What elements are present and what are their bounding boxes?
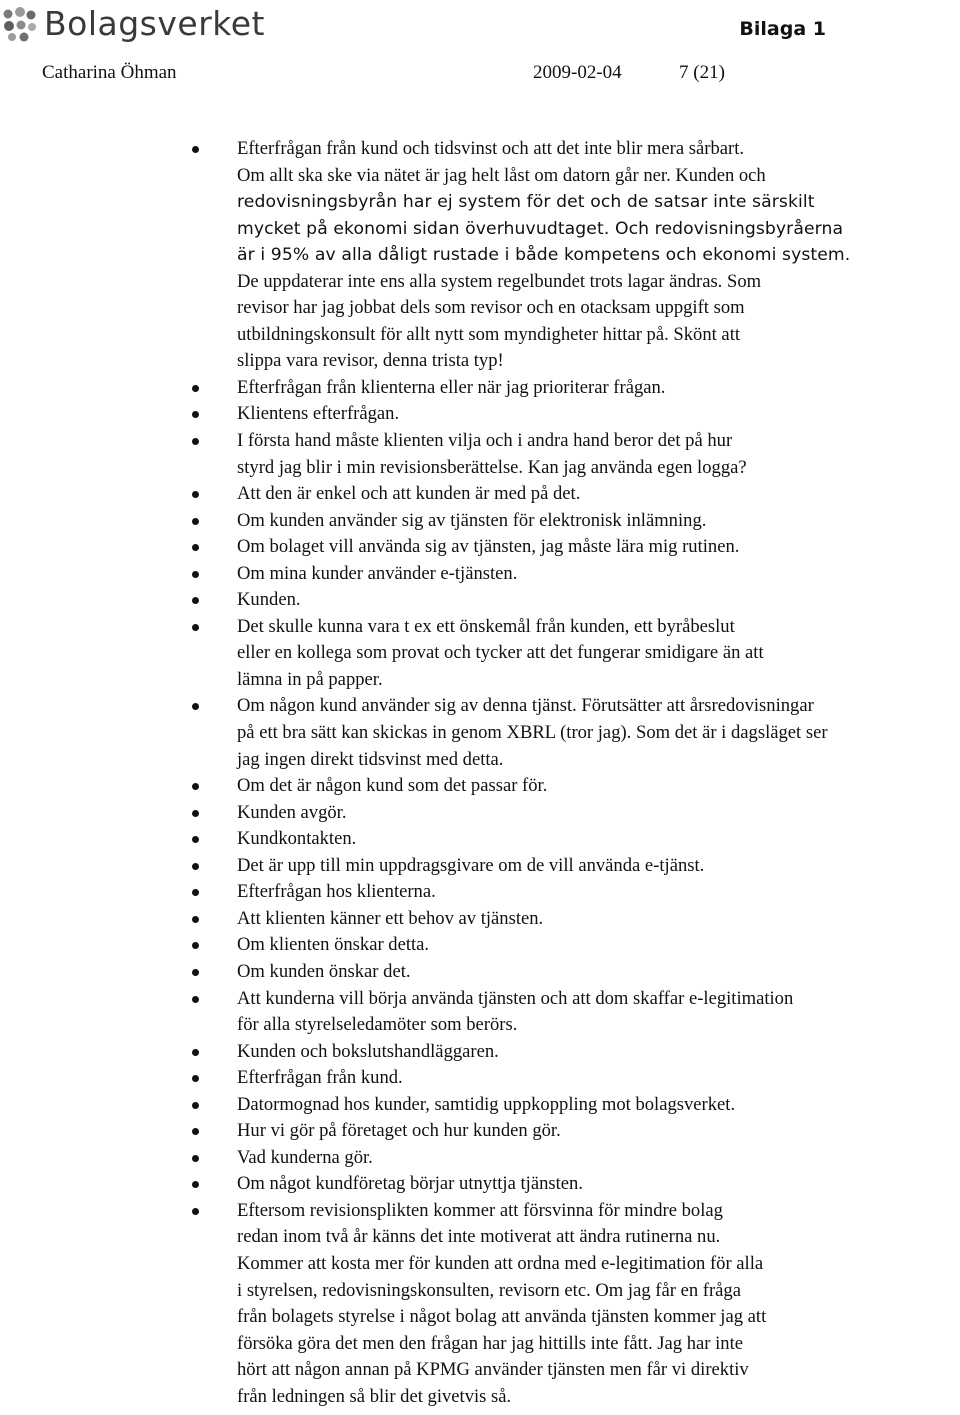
bullet-dot-icon: [192, 916, 199, 923]
bullet-dot-icon: [192, 703, 199, 710]
bullet-dot-icon: [192, 996, 199, 1003]
bullet-text-line: redan inom två år känns det inte motiverat att ändra rutinerna nu.: [237, 1226, 721, 1248]
list-item: [0, 773, 960, 800]
bullet-text-line: Efterfrågan från kund.: [237, 1067, 403, 1089]
bullet-text-line: är i 95% av alla dåligt rustade i både kompetens och ekonomi system.: [237, 245, 851, 266]
bullet-dot-icon: [192, 942, 199, 949]
bullet-dot-icon: [192, 1075, 199, 1082]
bullet-text-line: från bolagets styrelse i något bolag att använda tjänsten kommer jag att: [237, 1306, 767, 1328]
bullet-dot-icon: [192, 597, 199, 604]
bullet-text-line: Om kunden använder sig av tjänsten för elektronisk inlämning.: [237, 509, 707, 531]
list-item: [0, 508, 960, 535]
bullet-text-line: Om klienten önskar detta.: [237, 934, 430, 956]
bullet-text-line: Kunden.: [237, 589, 301, 611]
bullet-text-line: hört att någon annan på KPMG använder tjänsten men får vi direktiv: [237, 1359, 749, 1381]
bullet-text-line: på ett bra sätt kan skickas in genom XBRL (tror jag). Som det är i dagsläget ser: [237, 722, 828, 744]
bullet-dot-icon: [192, 411, 199, 418]
dots-logo-icon: [0, 4, 40, 44]
bullet-dot-icon: [192, 544, 199, 551]
list-item: [0, 534, 960, 561]
bullet-text-line: Att kunderna vill börja använda tjänsten och att dom skaffar e-legitimation: [237, 987, 794, 1009]
bullet-text-line: eller en kollega som provat och tycker att det fungerar smidigare än att: [237, 642, 764, 664]
list-item: [0, 1092, 960, 1119]
bullet-text-line: Om allt ska ske via nätet är jag helt låst om datorn går ner. Kunden och: [237, 164, 766, 186]
list-item: [0, 481, 960, 508]
bullet-text-line: Kundkontakten.: [237, 828, 357, 850]
list-item: [0, 136, 960, 375]
bullet-text-line: Om någon kund använder sig av denna tjänst. Förutsätter att årsredovisningar: [237, 695, 814, 717]
bullet-dot-icon: [192, 810, 199, 817]
bullet-text-line: Efterfrågan från klienterna eller när jag prioriterar frågan.: [237, 376, 666, 398]
bullet-text-line: för alla styrelseledamöter som berörs.: [237, 1014, 518, 1036]
bullet-text-line: Efterfrågan hos klienterna.: [237, 881, 436, 903]
list-item: [0, 614, 960, 694]
list-item: [0, 879, 960, 906]
list-item: [0, 932, 960, 959]
bullet-dot-icon: [192, 863, 199, 870]
list-item: [0, 1039, 960, 1066]
list-item: [0, 986, 960, 1039]
list-item: [0, 401, 960, 428]
bullet-text-line: Hur vi gör på företaget och hur kunden gör.: [237, 1120, 561, 1142]
bullet-text-line: Eftersom revisionsplikten kommer att försvinna för mindre bolag: [237, 1199, 723, 1221]
bullet-text-line: Kunden avgör.: [237, 801, 347, 823]
bullet-text-line: utbildningskonsult för allt nytt som myndigheter hittar på. Skönt att: [237, 323, 741, 345]
bullet-text-line: försöka göra det men den frågan har jag hittills inte fått. Jag har inte: [237, 1332, 743, 1354]
page-number: 7 (21): [679, 62, 725, 83]
bullet-dot-icon: [192, 969, 199, 976]
bullet-text-line: redovisningsbyrån har ej system för det och de satsar inte särskilt: [237, 192, 815, 213]
bullet-dot-icon: [192, 491, 199, 498]
list-item: [0, 1171, 960, 1198]
bullet-text-line: Efterfrågan från kund och tidsvinst och att det inte blir mera sårbart.: [237, 138, 745, 159]
bullet-dot-icon: [192, 1181, 199, 1188]
bullet-text-line: Kommer att kosta mer för kunden att ordna med e-legitimation för alla: [237, 1252, 764, 1274]
bullet-dot-icon: [192, 1049, 199, 1056]
bullet-dot-icon: [192, 1102, 199, 1109]
document-date: 2009-02-04: [533, 62, 622, 83]
list-item: [0, 959, 960, 986]
bullet-text-line: Klientens efterfrågan.: [237, 403, 400, 425]
logo-text: Bolagsverket: [44, 4, 265, 43]
list-item: [0, 1118, 960, 1145]
list-item: [0, 826, 960, 853]
bullet-text-line: lämna in på papper.: [237, 668, 383, 690]
list-item: [0, 561, 960, 588]
list-item: [0, 1145, 960, 1172]
bullet-dot-icon: [192, 571, 199, 578]
list-item: [0, 587, 960, 614]
bullet-text-line: Datormognad hos kunder, samtidig uppkoppling mot bolagsverket.: [237, 1093, 736, 1115]
bullet-dot-icon: [192, 889, 199, 896]
bullet-dot-icon: [192, 1155, 199, 1162]
list-item: [0, 853, 960, 880]
bullet-text-line: De uppdaterar inte ens alla system regelbundet trots lagar ändras. Som: [237, 270, 762, 292]
bullet-text-line: mycket på ekonomi sidan överhuvudtaget. Och redovisningsbyråerna: [237, 218, 844, 239]
bullet-list: [0, 136, 960, 1410]
list-item: [0, 906, 960, 933]
bullet-text-line: I första hand måste klienten vilja och i andra hand beror det på hur: [237, 430, 733, 452]
bullet-dot-icon: [192, 624, 199, 631]
bullet-text-line: Det är upp till min uppdragsgivare om de vill använda e-tjänst.: [237, 854, 705, 876]
list-item: [0, 693, 960, 773]
list-item: [0, 428, 960, 481]
list-item: [0, 800, 960, 827]
bullet-text-line: Det skulle kunna vara t ex ett önskemål från kunden, ett byråbeslut: [237, 615, 735, 637]
list-item: [0, 1198, 960, 1410]
bullet-text-line: jag ingen direkt tidsvinst med detta.: [237, 748, 504, 770]
bullet-dot-icon: [192, 1128, 199, 1135]
bullet-text-line: Om det är någon kund som det passar för.: [237, 775, 548, 797]
bullet-text-line: Att den är enkel och att kunden är med på det.: [237, 483, 581, 505]
bullet-dot-icon: [192, 146, 199, 153]
bullet-text-line: i styrelsen, redovisningskonsulten, revisorn etc. Om jag får en fråga: [237, 1279, 741, 1301]
bullet-text-line: Om kunden önskar det.: [237, 960, 411, 982]
bullet-dot-icon: [192, 836, 199, 843]
bullet-text-line: Om något kundföretag börjar utnyttja tjänsten.: [237, 1173, 583, 1195]
bullet-text-line: från ledningen så blir det givetvis så.: [237, 1385, 512, 1407]
bullet-text-line: Vad kunderna gör.: [237, 1146, 373, 1168]
bullet-dot-icon: [192, 1208, 199, 1215]
bullet-text-line: styrd jag blir i min revisionsberättelse. Kan jag använda egen logga?: [237, 456, 747, 478]
list-item: [0, 1065, 960, 1092]
bullet-dot-icon: [192, 385, 199, 392]
list-item: [0, 375, 960, 402]
bolagsverket-logo: [0, 4, 265, 44]
bullet-dot-icon: [192, 438, 199, 445]
appendix-label: Bilaga 1: [739, 18, 826, 40]
author: Catharina Öhman: [42, 62, 177, 83]
bullet-text-line: revisor har jag jobbat dels som revisor och en otacksam uppgift som: [237, 297, 745, 319]
bullet-text-line: Om mina kunder använder e-tjänsten.: [237, 562, 518, 584]
bullet-dot-icon: [192, 783, 199, 790]
bullet-dot-icon: [192, 518, 199, 525]
bullet-text-line: Kunden och bokslutshandläggaren.: [237, 1040, 499, 1062]
bullet-text-line: slippa vara revisor, denna trista typ!: [237, 350, 504, 372]
bullet-text-line: Om bolaget vill använda sig av tjänsten, jag måste lära mig rutinen.: [237, 536, 740, 558]
bullet-text-line: Att klienten känner ett behov av tjänsten.: [237, 907, 544, 929]
